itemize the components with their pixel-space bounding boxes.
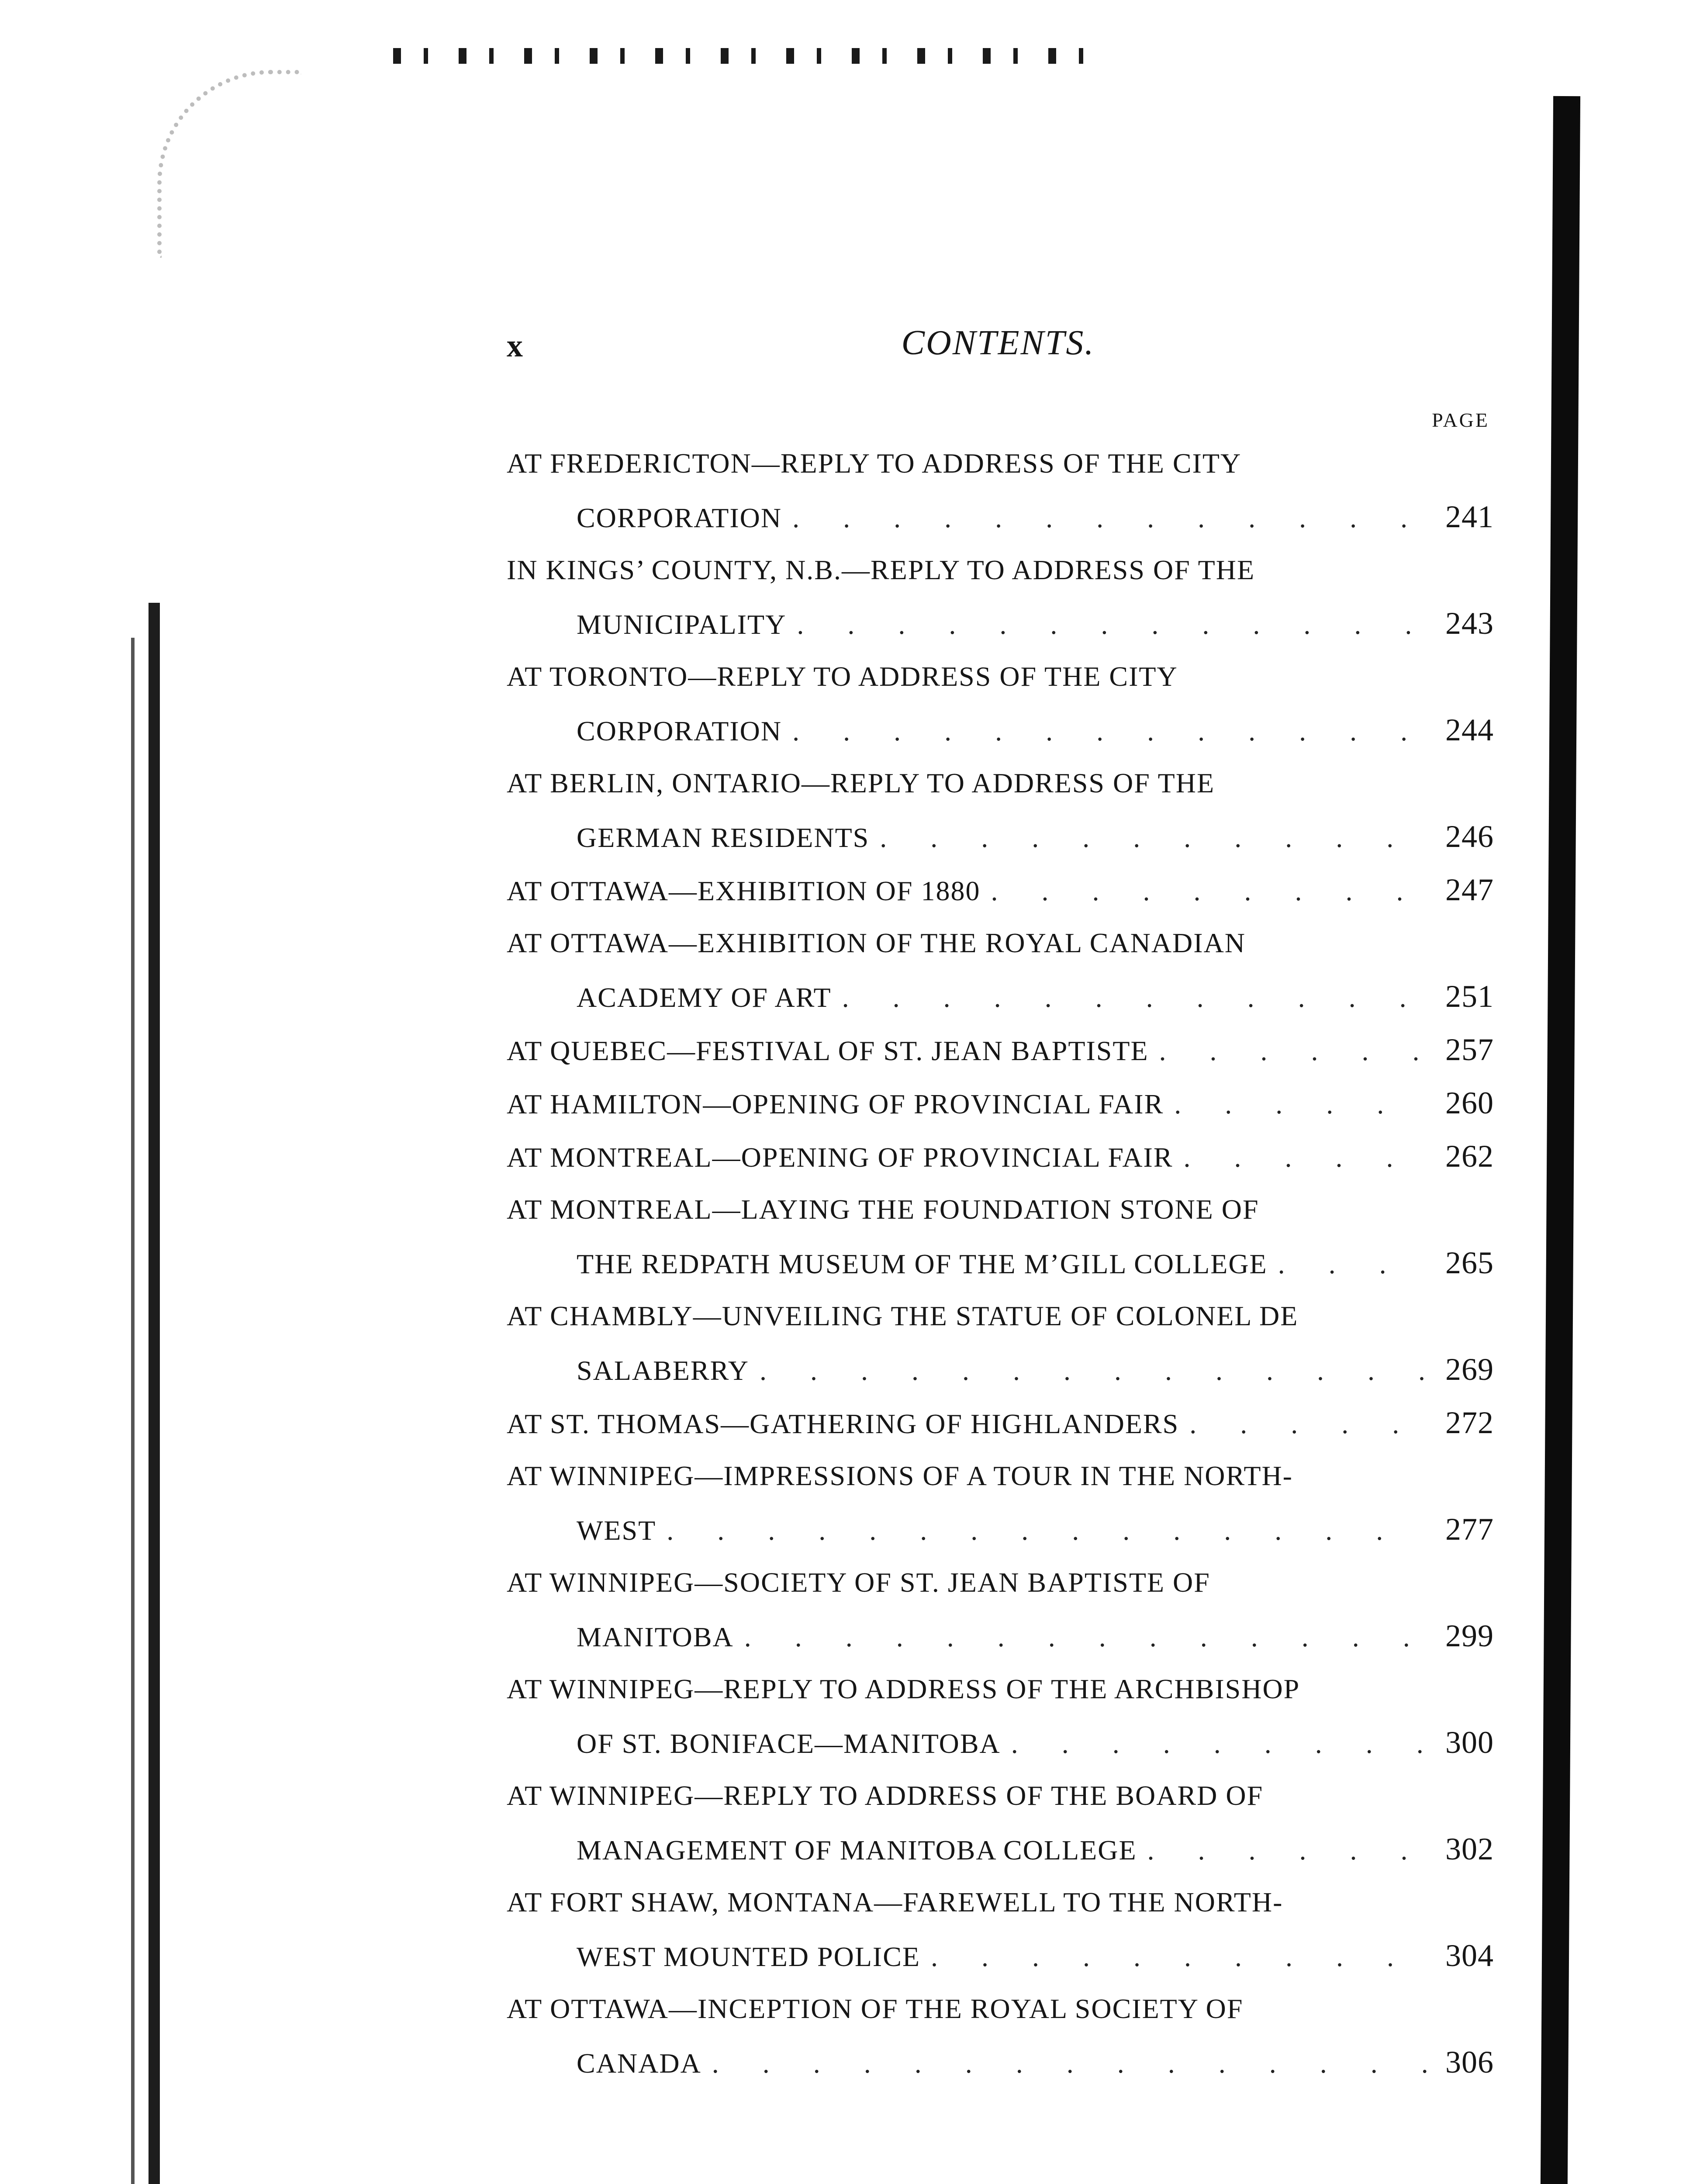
dot-leaders: [760, 1344, 1428, 1397]
page-number: 257: [1445, 1032, 1494, 1067]
entry-title-line: AT BERLIN, ONTARIO—REPLY TO ADDRESS OF THE: [507, 767, 1215, 798]
page-folio: x: [507, 328, 523, 364]
entry-title-continuation: OF ST. BONIFACE—MANITOBA: [577, 1728, 1001, 1759]
dot-leaders: [667, 1504, 1428, 1557]
dot-leaders: [797, 598, 1428, 651]
entry-title-line: AT TORONTO—REPLY TO ADDRESS OF THE CITY: [507, 661, 1178, 692]
entry-title-continuation: MANAGEMENT OF MANITOBA COLLEGE: [577, 1835, 1137, 1866]
contents-entry: [507, 916, 1494, 1023]
contents-entry: [507, 1289, 1494, 1396]
entry-title-line: AT FORT SHAW, MONTANA—FAREWELL TO THE NORTH-: [507, 1887, 1283, 1918]
contents-list: [507, 437, 1494, 2089]
dot-leaders: [792, 705, 1428, 758]
page-number: 277: [1445, 1512, 1494, 1547]
page-number: 244: [1445, 712, 1494, 747]
page-number: 251: [1445, 979, 1494, 1014]
page-title: CONTENTS.: [901, 324, 1095, 362]
page-number: 246: [1445, 819, 1494, 854]
entry-title-continuation: GERMAN RESIDENTS: [577, 822, 870, 853]
entry-title-line: AT CHAMBLY—UNVEILING THE STATUE OF COLONEL DE: [507, 1300, 1299, 1331]
entry-title-line: AT OTTAWA—INCEPTION OF THE ROYAL SOCIETY OF: [507, 1993, 1244, 2024]
contents-entry: [507, 1449, 1494, 1556]
contents-entry: [507, 437, 1494, 543]
entry-title-line: AT FREDERICTON—REPLY TO ADDRESS OF THE CITY: [507, 448, 1242, 479]
page-header: [507, 321, 1489, 373]
entry-title-line: AT WINNIPEG—IMPRESSIONS OF A TOUR IN THE NORTH-: [507, 1460, 1293, 1491]
dot-leaders: [880, 811, 1428, 864]
scan-right-edge-shadow: [1539, 96, 1580, 2184]
page-number: 272: [1445, 1405, 1494, 1440]
contents-entry: [507, 1556, 1494, 1662]
entry-title-continuation: MANITOBA: [577, 1621, 734, 1652]
entry-title-continuation: WEST MOUNTED POLICE: [577, 1941, 920, 1972]
contents-entry: [507, 1396, 1494, 1449]
entry-continuation-line: [507, 1236, 1494, 1289]
page-number: 304: [1445, 1938, 1494, 1973]
dot-leaders: [1147, 1824, 1428, 1877]
contents-entry: [507, 1076, 1494, 1130]
page-number: 299: [1445, 1618, 1494, 1653]
scan-left-edge-shadow: [149, 603, 160, 2184]
contents-entry: [507, 1876, 1494, 1982]
contents-entry: [507, 1130, 1494, 1183]
entry-continuation-line: [507, 597, 1494, 650]
page-number: 302: [1445, 1832, 1494, 1866]
contents-entry: [507, 543, 1494, 650]
entry-title-continuation: MUNICIPALITY: [577, 609, 787, 640]
dot-leaders: [842, 971, 1428, 1024]
entry-continuation-line: [507, 1929, 1494, 1982]
contents-entry: [507, 1982, 1494, 2089]
entry-title-line: AT WINNIPEG—REPLY TO ADDRESS OF THE ARCHBISHOP: [507, 1673, 1300, 1704]
entry-title-continuation: CORPORATION: [577, 502, 782, 533]
dot-leaders: [712, 2037, 1428, 2090]
dot-leaders: [1159, 1024, 1428, 1078]
entry-continuation-line: [507, 490, 1494, 543]
entry-single-line: [507, 1396, 1494, 1449]
entry-title-line: AT WINNIPEG—SOCIETY OF ST. JEAN BAPTISTE OF: [507, 1567, 1210, 1598]
contents-entry: [507, 1769, 1494, 1876]
dot-leaders: [1189, 1397, 1428, 1451]
entry-continuation-line: [507, 810, 1494, 863]
entry-single-line: [507, 863, 1494, 916]
entry-continuation-line: [507, 970, 1494, 1023]
page-number: 262: [1445, 1139, 1494, 1174]
entry-title-line: AT WINNIPEG—REPLY TO ADDRESS OF THE BOARD OF: [507, 1780, 1264, 1811]
contents-entry: [507, 1183, 1494, 1289]
page-number: 306: [1445, 2045, 1494, 2080]
entry-single-line: [507, 1023, 1494, 1076]
page-number: 247: [1445, 872, 1494, 907]
page-number: 300: [1445, 1725, 1494, 1760]
entry-single-line: [507, 1076, 1494, 1130]
dot-leaders: [1174, 1078, 1428, 1131]
entry-title-line: AT MONTREAL—LAYING THE FOUNDATION STONE OF: [507, 1194, 1259, 1225]
page-number: 243: [1445, 606, 1494, 641]
dot-leaders: [792, 491, 1428, 545]
scan-left-edge-line: [131, 638, 135, 2184]
entry-continuation-line: [507, 1609, 1494, 1662]
entry-title: AT QUEBEC—FESTIVAL OF ST. JEAN BAPTISTE: [507, 1035, 1149, 1066]
page-column-label: PAGE: [1432, 409, 1489, 431]
entry-continuation-line: [507, 1343, 1494, 1396]
contents-entry: [507, 650, 1494, 757]
page-number: 265: [1445, 1245, 1494, 1280]
entry-continuation-line: [507, 1716, 1494, 1769]
contents-entry: [507, 1662, 1494, 1769]
page-number: 241: [1445, 499, 1494, 534]
entry-title-continuation: SALABERRY: [577, 1355, 749, 1386]
contents-entry: [507, 1023, 1494, 1076]
dot-leaders: [1278, 1237, 1428, 1291]
page-number: 269: [1445, 1352, 1494, 1387]
entry-continuation-line: [507, 703, 1494, 757]
entry-continuation-line: [507, 1822, 1494, 1876]
dot-leaders: [1011, 1717, 1428, 1770]
entry-continuation-line: [507, 1503, 1494, 1556]
entry-title-continuation: CORPORATION: [577, 715, 782, 746]
dot-leaders: [991, 864, 1428, 918]
scan-corner-smudge: [157, 70, 301, 258]
entry-title-line: IN KINGS’ COUNTY, N.B.—REPLY TO ADDRESS OF THE: [507, 554, 1255, 585]
entry-single-line: [507, 1130, 1494, 1183]
entry-title: AT ST. THOMAS—GATHERING OF HIGHLANDERS: [507, 1408, 1179, 1439]
scan-top-edge-noise: [393, 48, 1114, 64]
entry-title-line: AT OTTAWA—EXHIBITION OF THE ROYAL CANADIAN: [507, 927, 1246, 958]
page-number: 260: [1445, 1085, 1494, 1120]
dot-leaders: [744, 1610, 1428, 1664]
contents-entry: [507, 863, 1494, 916]
entry-title-continuation: ACADEMY OF ART: [577, 982, 832, 1013]
dot-leaders: [1184, 1131, 1428, 1184]
entry-title-continuation: WEST: [577, 1515, 656, 1546]
entry-title: AT OTTAWA—EXHIBITION OF 1880: [507, 875, 981, 906]
entry-title-continuation: THE REDPATH MUSEUM OF THE M’GILL COLLEGE: [577, 1248, 1268, 1279]
entry-title: AT MONTREAL—OPENING OF PROVINCIAL FAIR: [507, 1142, 1173, 1173]
entry-title-continuation: CANADA: [577, 2048, 701, 2079]
entry-title: AT HAMILTON—OPENING OF PROVINCIAL FAIR: [507, 1089, 1164, 1120]
entry-continuation-line: [507, 2035, 1494, 2089]
dot-leaders: [931, 1930, 1428, 1984]
contents-entry: [507, 757, 1494, 863]
